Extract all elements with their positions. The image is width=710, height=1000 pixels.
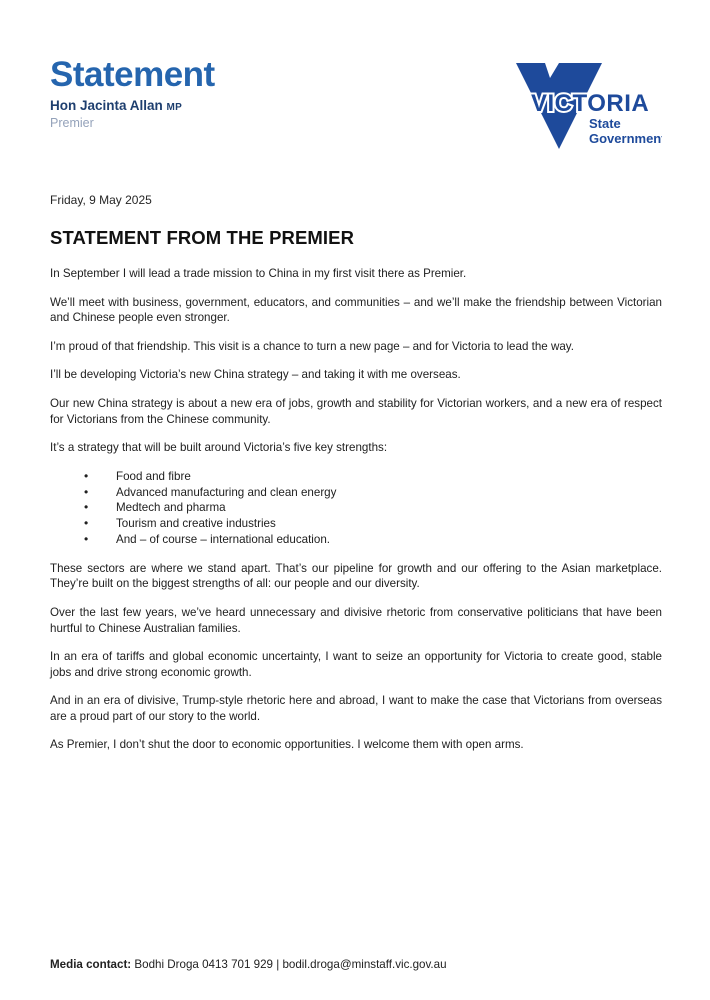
paragraph: Our new China strategy is about a new era of jobs, growth and stability for Victorian workers, and a new era of respect for Victorians from the Chinese community. [50, 396, 662, 426]
paragraph: As Premier, I don’t shut the door to economic opportunities. I welcome them with open arms. [50, 738, 524, 752]
victoria-state-government-logo [514, 58, 662, 151]
paragraph: We’ll meet with business, government, educators, and communities – and we’ll make the friendship between Victorian and Chinese people even stronger. [50, 295, 662, 325]
paragraph: And in an era of divisive, Trump-style rhetoric here and abroad, I want to make the case that Victorians from overseas are a proud part of our story to the world. [50, 694, 662, 723]
paragraph: I’ll be developing Victoria’s new China strategy – and taking it with me overseas. [50, 368, 461, 382]
media-contact [50, 958, 662, 971]
document-title: STATEMENT FROM THE PREMIER [50, 227, 355, 248]
list-item: • Food and fibre [50, 469, 662, 485]
paragraph: In September I will lead a trade mission to China in my first visit there as Premier. [50, 267, 467, 280]
paragraph: I’m proud of that friendship. This visit is a chance to turn a new page – and for Victoria to lead the way. [50, 339, 574, 353]
masthead-title: Statement [50, 55, 215, 94]
masthead [50, 56, 215, 131]
paragraph: These sectors are where we stand apart. That’s our pipeline for growth and our offering to the Asian marketplace. They’re built on the biggest strengths of all: our people and our diversity. [50, 561, 662, 591]
key-strengths-list [50, 469, 662, 548]
paragraph: It’s a strategy that will be built around Victoria’s five key strengths: [50, 441, 388, 455]
mp-suffix: MP [166, 102, 183, 113]
document-date: Friday, 9 May 2025 [50, 193, 152, 207]
list-item: • Medtech and pharma [50, 500, 662, 516]
list-item: • And – of course – international education. [50, 532, 662, 548]
paragraph: In an era of tariffs and global economic uncertainty, I want to seize an opportunity for Victoria to create good, stable jobs and drive strong economic growth. [50, 650, 662, 679]
masthead-author: Hon Jacinta Allan MP [50, 98, 183, 113]
page-header [50, 56, 662, 151]
document-body [50, 193, 662, 766]
list-item: • Tourism and creative industries [50, 516, 662, 532]
logo-tagline-state: State [589, 116, 621, 131]
paragraph: Over the last few years, we’ve heard unnecessary and divisive rhetoric from conservative politicians that have been hurtful to Chinese Australian families. [50, 605, 662, 635]
masthead-role: Premier [50, 116, 94, 130]
media-contact-label: Media contact: [50, 958, 132, 971]
media-contact-details: Bodhi Droga 0413 701 929 | bodil.droga@minstaff.vic.gov.au [134, 958, 447, 971]
logo-wordmark: VICTORIA [531, 90, 650, 117]
victoria-logo-icon [514, 58, 662, 151]
logo-tagline-government: Government [589, 131, 662, 146]
list-item: • Advanced manufacturing and clean energy [50, 485, 662, 501]
